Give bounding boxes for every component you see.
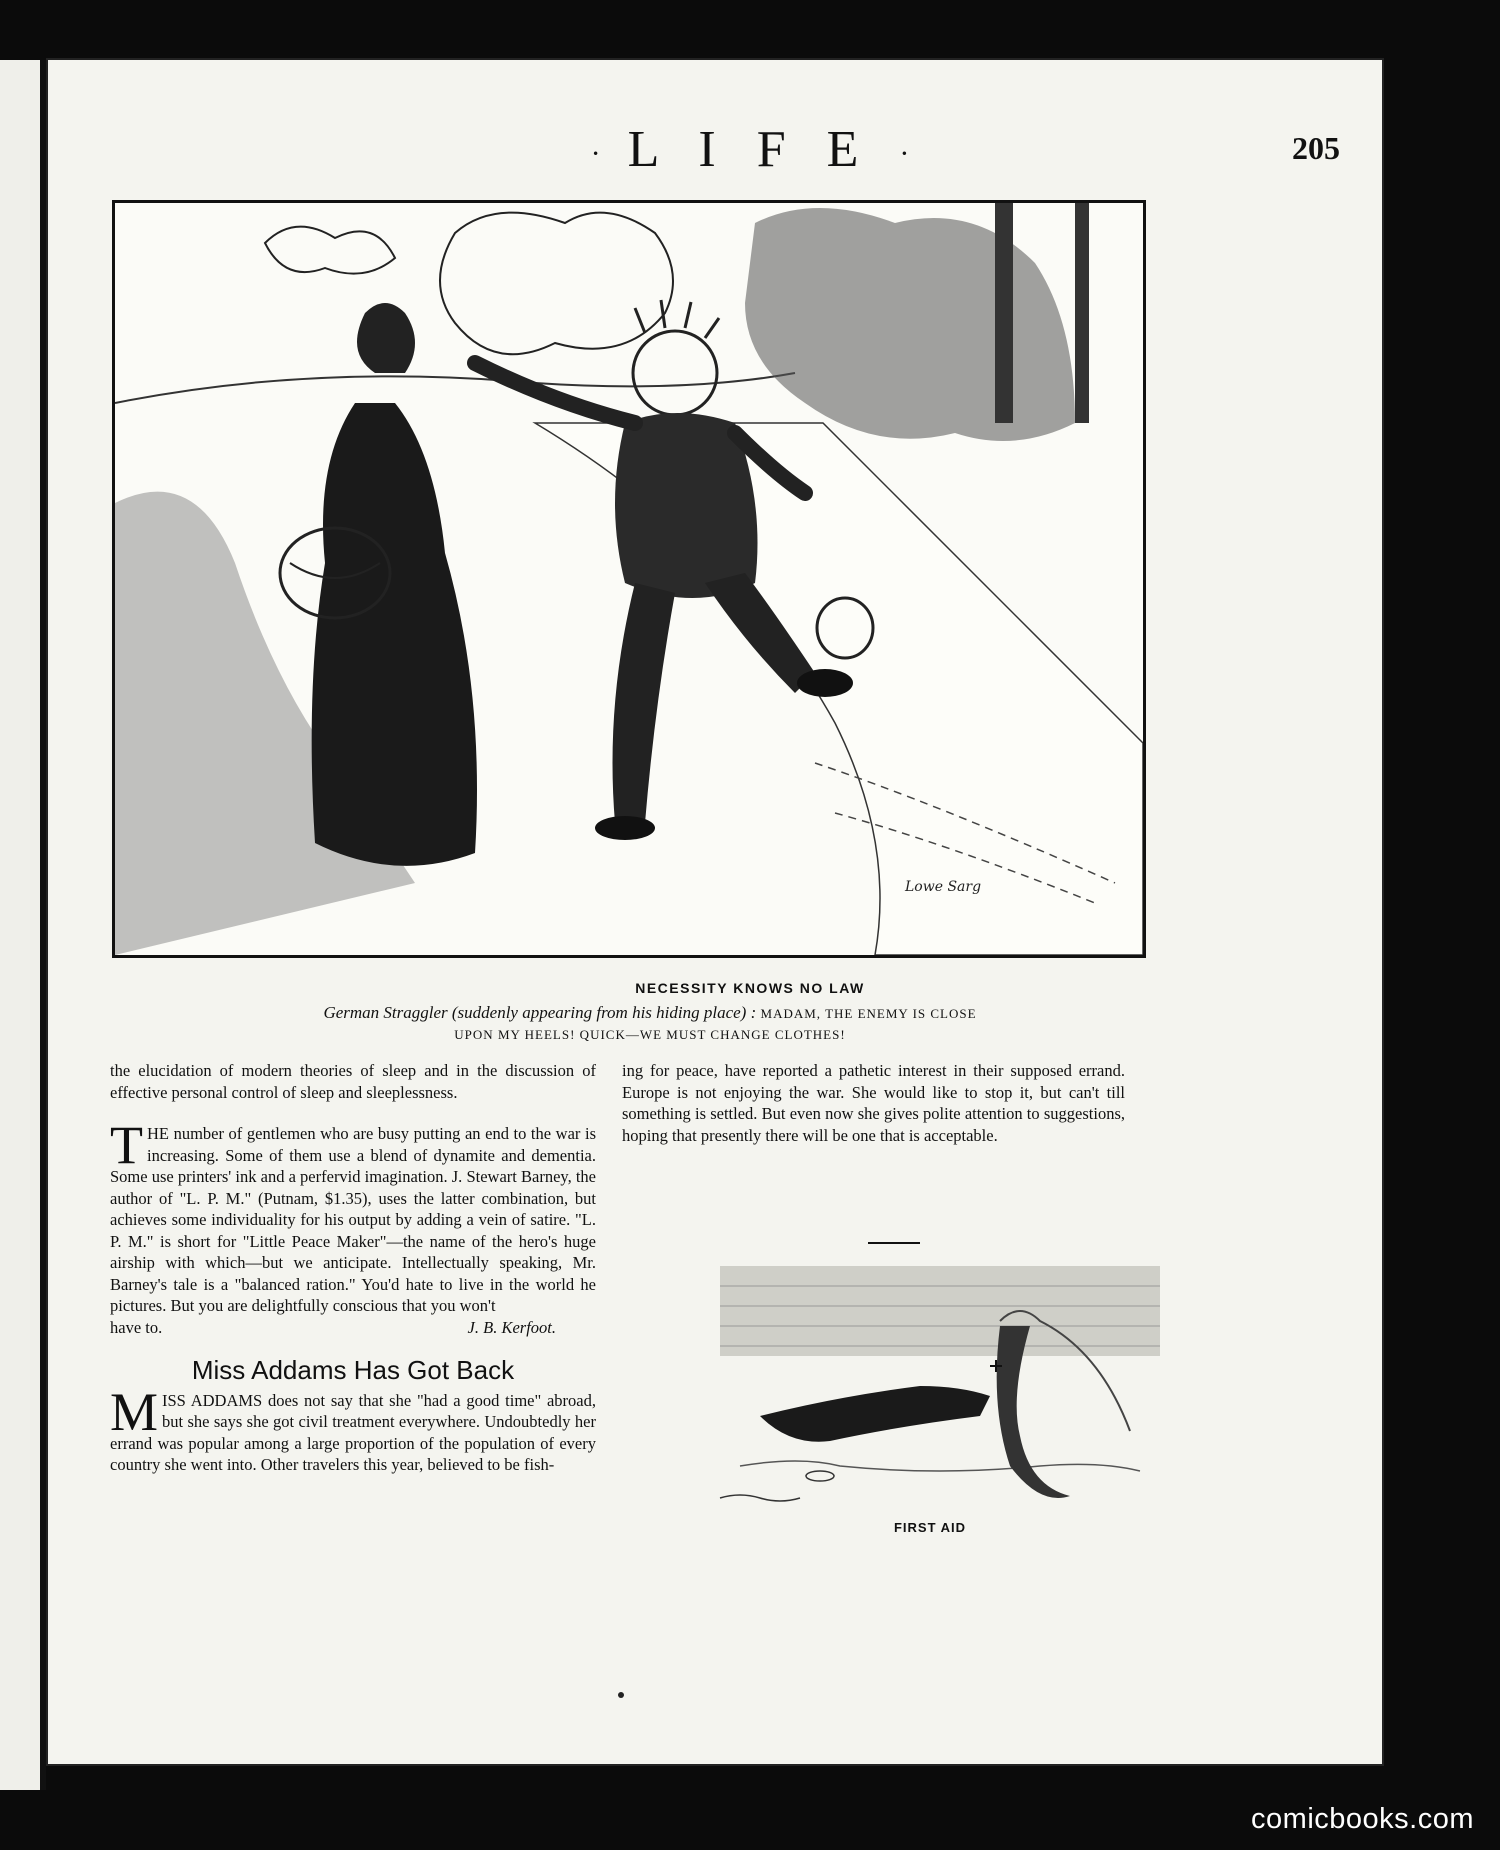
section-rule: [868, 1242, 920, 1244]
site-watermark: comicbooks.com: [1251, 1803, 1474, 1835]
masthead: [0, 120, 1500, 179]
dropcap-t: T: [110, 1115, 143, 1175]
cartoon-speaker: German Straggler (suddenly appearing from his hiding place) :: [323, 1003, 757, 1022]
page-footer-ornament: [618, 1692, 624, 1698]
right-column: [622, 1060, 1125, 1146]
cartoon-drawing: [115, 203, 1143, 955]
adjacent-page-edge: [0, 60, 46, 1790]
page-number: 205: [1292, 130, 1340, 166]
left-column: [110, 1060, 596, 1476]
cartoon-signature: Lowe Sarg: [905, 879, 982, 895]
review-signature: J. B. Kerfoot.: [467, 1317, 556, 1337]
top-cartoon-illustration: [112, 200, 1146, 958]
left-para-2-end: have to.: [110, 1317, 163, 1337]
masthead-dot-left: ·: [590, 137, 601, 171]
cartoon-title: NECESSITY KNOWS NO LAW: [635, 980, 865, 996]
left-para-1: the elucidation of modern theories of sleep and in the discussion of effective personal control of sleep and sleeplessness.: [110, 1061, 596, 1102]
first-aid-caption: FIRST AID: [893, 1520, 967, 1535]
cartoon-quote-line2: UPON MY HEELS! QUICK—WE MUST CHANGE CLOTHES!: [454, 1027, 846, 1042]
left-para-3: [110, 1381, 596, 1476]
cartoon-quote-line1: MADAM, THE ENEMY IS CLOSE: [760, 1006, 977, 1021]
masthead-dot-right: ·: [899, 137, 910, 171]
article-headline: Miss Addams Has Got Back: [191, 1355, 515, 1385]
cartoon-caption: [200, 1003, 1100, 1045]
review-sign-off: [110, 1317, 596, 1339]
masthead-title: L I F E: [627, 121, 873, 178]
left-para-3-text: ISS ADDAMS does not say that she "had a good time" abroad, but she says she got civil treatment everywhere. Undoubtedly her errand was popular among a large proportion of the population of every country she went into. Other travelers this year, believed to be fish-: [110, 1390, 596, 1474]
first-aid-cartoon: [700, 1266, 1180, 1506]
dropcap-m: M: [110, 1381, 159, 1442]
left-para-2: [110, 1115, 596, 1317]
left-para-2-text: HE number of gentlemen who are busy putting an end to the war is increasing. Some of them use a blend of dynamite and dementia. Some use printers' ink and a perfervid imagination. J. Stewart Barney, the author of "L. P. M." (Putnam, $1.35), uses the latter combination, but achieves some individuality for his output by adding a vein of satire. "L. P. M." is short for "Little Peace Maker"—the name of the hero's huge airship with which—but we anticipate. Intellectually speaking, Mr. Barney's tale is a "balanced ration." You'd hate to live in the world he pictures. But you are delightfully conscious that you won't: [110, 1124, 596, 1315]
right-para-1: ing for peace, have reported a pathetic interest in their supposed errand. Europe is not enjoying the war. She would like to stop it, but can't till something is settled. But even now she gives polite attention to suggestions, hoping that presently there will be one that is acceptable.: [622, 1061, 1125, 1145]
